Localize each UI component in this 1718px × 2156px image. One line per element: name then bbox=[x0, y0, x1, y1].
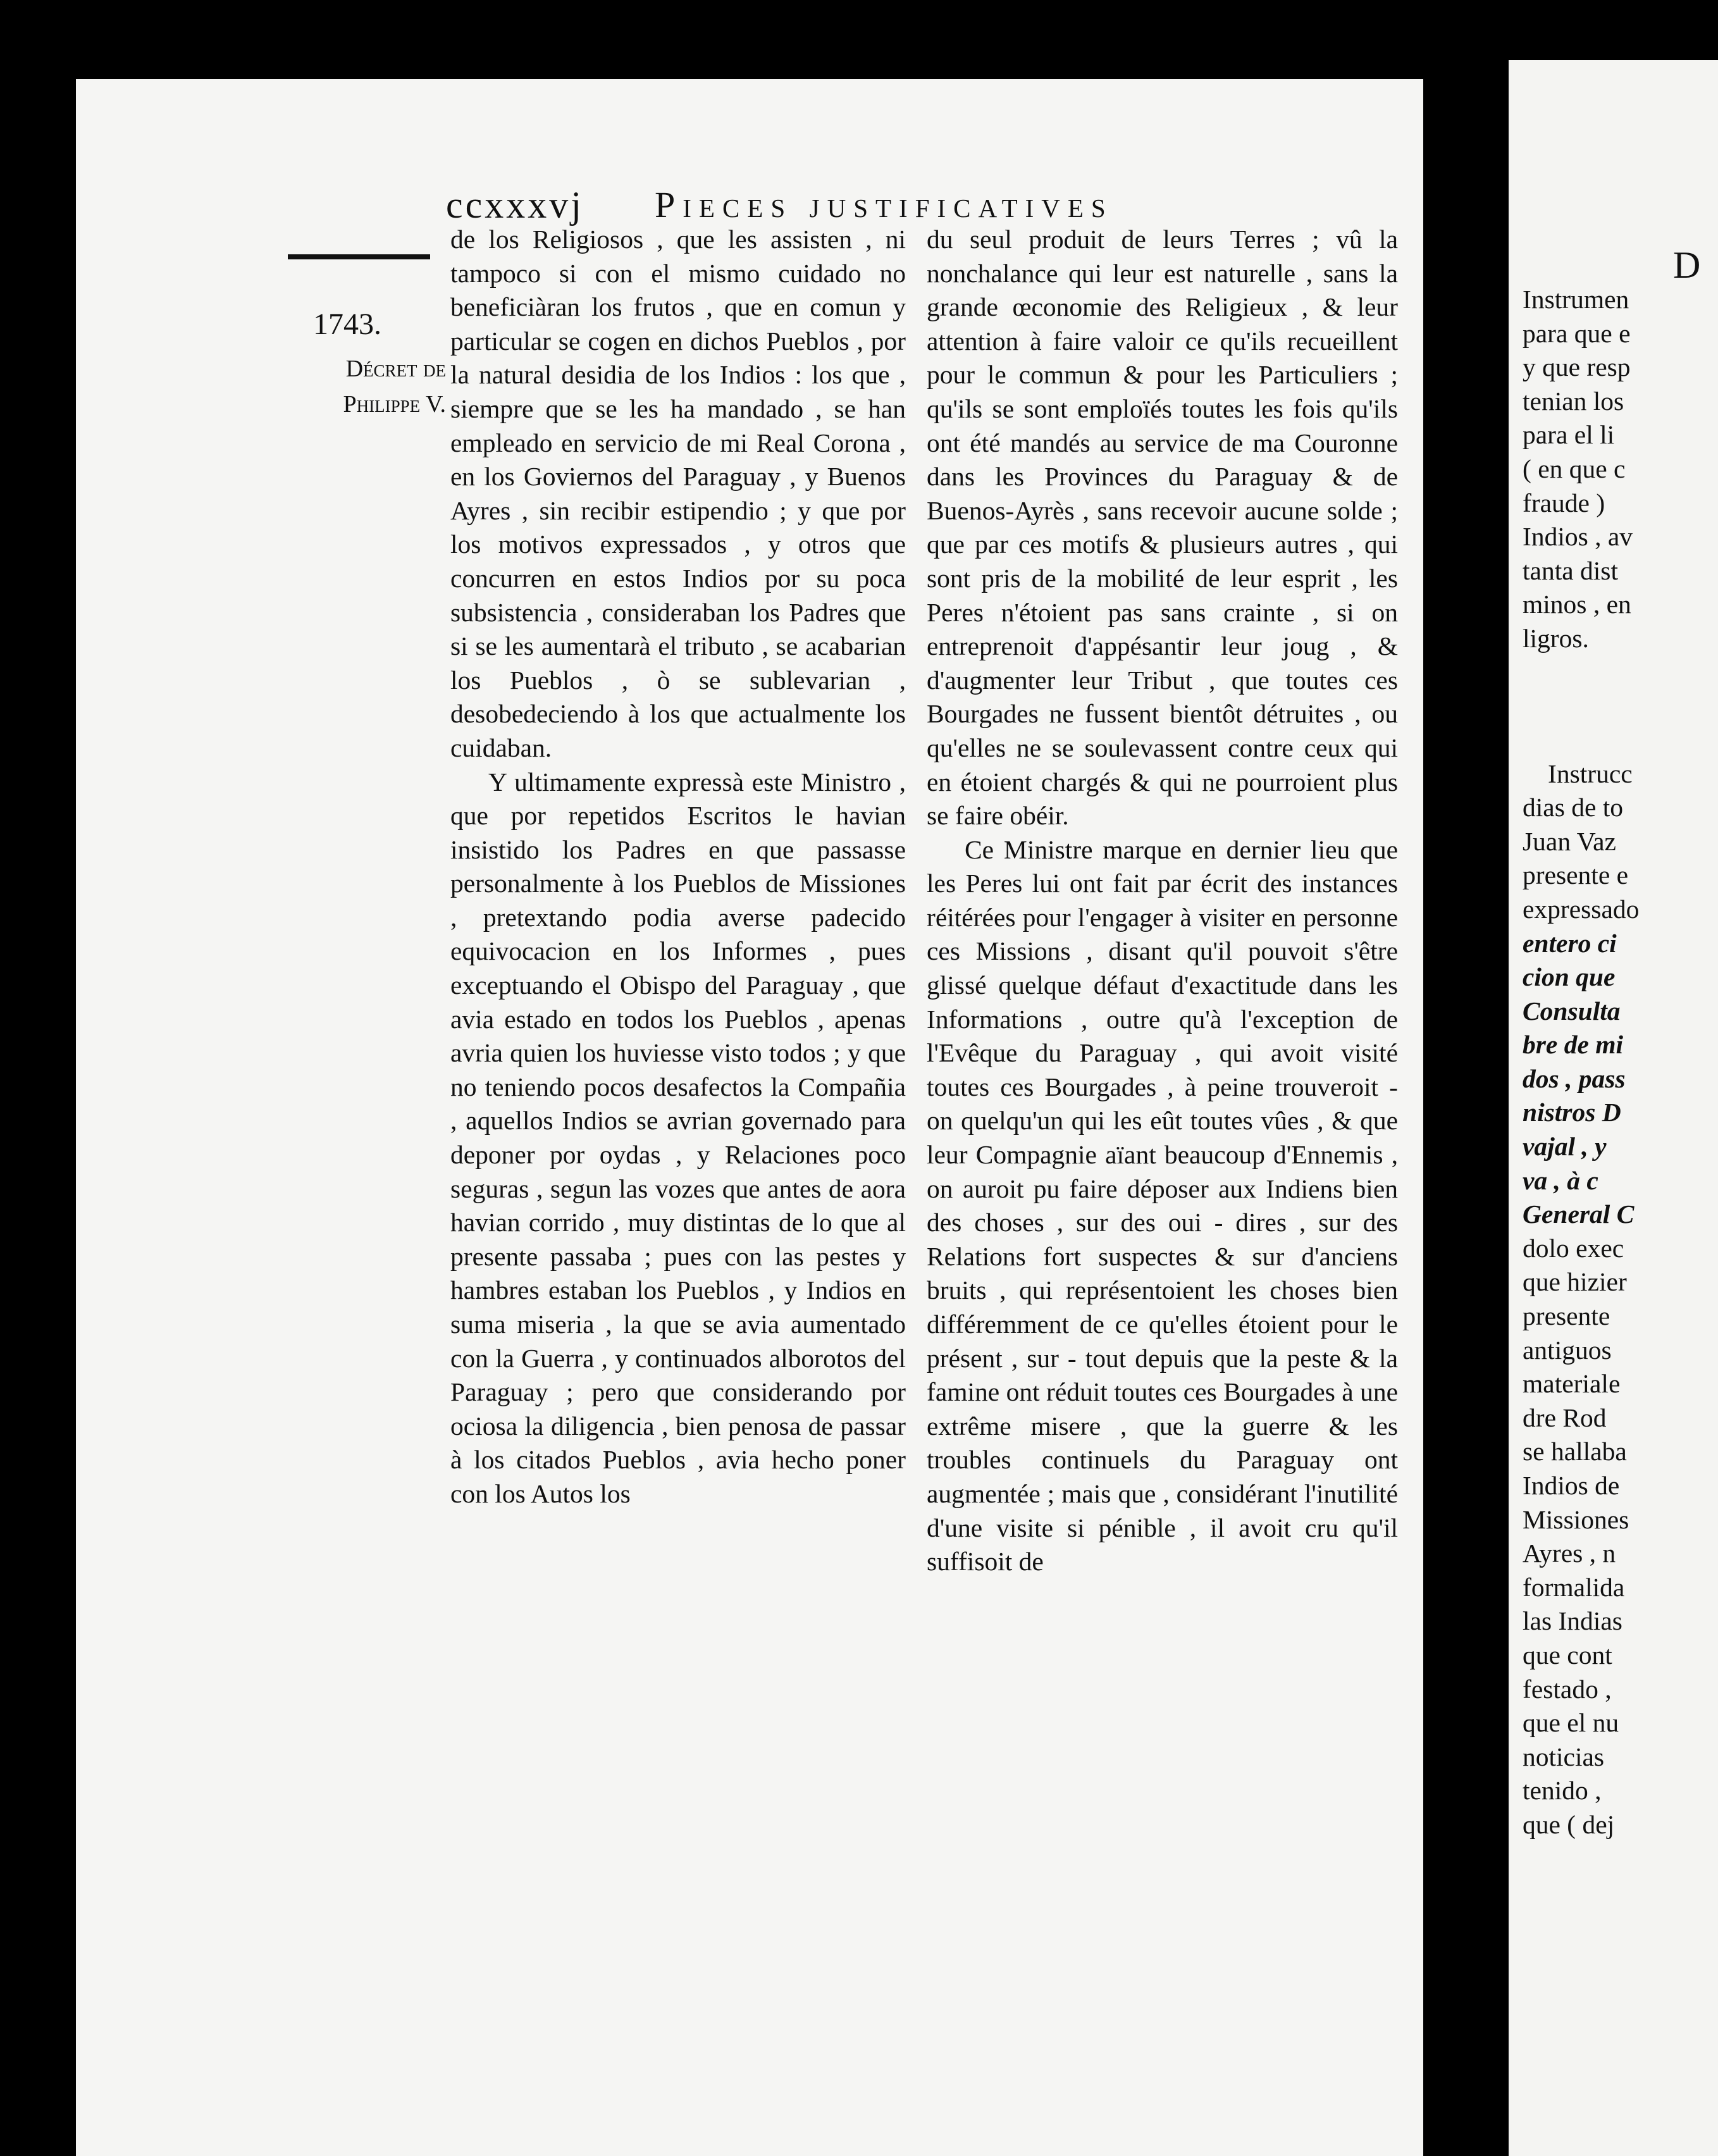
page-folio: ccxxxvj bbox=[446, 184, 584, 226]
facing-line: expressado bbox=[1523, 894, 1640, 924]
facing-line: Instrucc bbox=[1548, 759, 1633, 788]
facing-line: tanta dist bbox=[1523, 555, 1618, 585]
french-column bbox=[927, 223, 1398, 1579]
facing-line: noticias bbox=[1523, 1742, 1605, 1771]
facing-gap bbox=[1523, 656, 1718, 757]
facing-line: entero ci bbox=[1523, 928, 1617, 958]
spanish-paragraph-2: Y ultimamente expressà este Ministro , que por repetidos Escritos le havian insistido los Padres en que passasse personalmente à los Pueblos de Missiones , pretextando podia averse padecido equivocacion en los Informes , pues exceptuando el Obispo del Paraguay , que avia estado en todos los Pueblos , apenas avria quien los huviesse visto todos ; y que no teniendo pocos desafectos la Compañia , aquellos Indios se avrian governado para deponer por oydas , y Relaciones poco seguras , segun las vozes que antes de aora havian corrido , muy distintas de lo que al presente passaba ; pues con las pestes y hambres estaban los Pueblos , y Indios en suma miseria , la que se avia aumentado con la Guerra , y continuados alborotos del Paraguay ; pero que considerando por ociosa la diligencia , bien penosa de passar à los citados Pueblos , avia hecho poner con los Autos los bbox=[450, 767, 906, 1508]
facing-line: va , à c bbox=[1523, 1165, 1598, 1195]
facing-line: antiguos bbox=[1523, 1335, 1612, 1365]
facing-line: nistros D bbox=[1523, 1098, 1621, 1127]
facing-line: dos , pass bbox=[1523, 1063, 1626, 1093]
facing-line: Juan Vaz bbox=[1523, 826, 1616, 856]
french-paragraph-2: Ce Ministre marque en dernier lieu que les Peres lui ont fait par écrit des instances réitérées pour l'engager à visiter en personne ces Missions , disant qu'il pouvoit s'être glissé quelque défaut d'exactitude dans les Informations , outre qu'à l'exception de l'Evêque du Paraguay , qui avoit visité toutes ces Bourgades , à peine trouveroit - on quelqu'un qui les eût toutes vûes , & que leur Compagnie aïant beaucoup d'Ennemis , on auroit pu faire déposer aux Indiens bien des choses , sur des oui - dires , sur des Relations fort suspectes & sur d'anciens bruits , qui représentoient les choses bien différemment de ce qu'elles étoient pour le présent , sur - tout depuis que la peste & la famine ont réduit toutes ces Bourgades à une extrême misere , que la guerre & les troubles continuels du Paraguay ont augmentée ; mais que , considérant l'inutilité d'une visite si pénible , il avoit cru qu'il suffisoit de bbox=[927, 834, 1398, 1577]
facing-line: formalida bbox=[1523, 1572, 1625, 1602]
facing-line: Missiones bbox=[1523, 1504, 1629, 1534]
facing-line: Ayres , n bbox=[1523, 1539, 1616, 1568]
spanish-paragraph-1: de los Religiosos , que les assisten , ni tampoco si con el mismo cuidado no beneficiàran los frutos , que en comun y particular se cogen en dichos Pueblos , por la natural desidia de los Indios : los que , siempre que se les ha mandado , se han empleado en servicio de mi Real Corona , en los Goviernos del Paraguay , y Buenos Ayres , sin recibir estipendio ; y que por los motivos expressados , y otros que concurren en estos Indios por su poca subsistencia , consideraban los Padres que si se les aumentarà el tributo , se acabarian los Pueblos , ò se sublevarian , desobedeciendo à los que actualmente los cuidaban. bbox=[450, 225, 906, 762]
french-paragraph-1: du seul produit de leurs Terres ; vû la nonchalance qui leur est naturelle , sans la grande œconomie des Religieux , & leur attention à faire valoir ce qu'ils recueillent pour le commun & pour les Particuliers ; qu'ils se sont emploïés toutes les fois qu'ils ont été mandés au service de ma Couronne dans les Provinces du Paraguay & de Buenos-Ayrès , sans recevoir aucune solde ; que par ces motifs & plusieurs autres , qui sont pris de la mobilité de leur esprit , les Peres n'étoient pas sans crainte , si on entreprenoit d'appésantir leur joug , & d'augmenter leur Tribut , que toutes ces Bourgades ne fussent bientôt détruites , ou qu'elles ne se soulevassent contre ceux qui en étoient chargés & qui ne pourroient plus se faire obéir. bbox=[927, 225, 1398, 831]
facing-line: fraude ) bbox=[1523, 488, 1605, 517]
facing-line: ( en que c bbox=[1523, 454, 1626, 483]
facing-line: cion que bbox=[1523, 962, 1616, 992]
facing-line: que el nu bbox=[1523, 1708, 1619, 1738]
facing-line: dias de to bbox=[1523, 793, 1624, 822]
facing-line: Instrumen bbox=[1523, 285, 1629, 314]
facing-line: dolo exec bbox=[1523, 1233, 1624, 1263]
facing-line: presente bbox=[1523, 1301, 1610, 1331]
facing-line: dre Rod bbox=[1523, 1403, 1607, 1432]
facing-line: bre de mi bbox=[1523, 1030, 1624, 1060]
facing-line: para el li bbox=[1523, 420, 1615, 450]
margin-rule bbox=[288, 254, 430, 259]
facing-line: Indios , av bbox=[1523, 522, 1633, 552]
facing-line: ligros. bbox=[1523, 623, 1589, 653]
facing-line: vajal , y bbox=[1523, 1132, 1607, 1162]
facing-line: tenido , bbox=[1523, 1776, 1602, 1806]
facing-line: minos , en bbox=[1523, 590, 1631, 619]
facing-line: festado , bbox=[1523, 1674, 1612, 1704]
spanish-column bbox=[450, 223, 906, 1511]
running-title: Pieces justificatives bbox=[655, 184, 1113, 225]
margin-year: 1743. bbox=[313, 307, 381, 341]
facing-line: tenian los bbox=[1523, 386, 1624, 416]
facing-line: para que e bbox=[1523, 318, 1631, 348]
facing-line: General C bbox=[1523, 1199, 1635, 1229]
facing-line: las Indias bbox=[1523, 1606, 1622, 1636]
facing-line: que cont bbox=[1523, 1640, 1612, 1670]
facing-page-text bbox=[1523, 283, 1718, 1842]
facing-line: que ( dej bbox=[1523, 1809, 1615, 1839]
facing-page bbox=[1509, 60, 1718, 2156]
facing-line: presente e bbox=[1523, 860, 1629, 890]
facing-line: materiale bbox=[1523, 1369, 1621, 1399]
facing-line: Consulta bbox=[1523, 996, 1621, 1025]
facing-line: que hizier bbox=[1523, 1267, 1627, 1297]
facing-page-head: D bbox=[1673, 244, 1701, 286]
margin-note: Décret de Philippe V. bbox=[343, 356, 446, 418]
facing-line: Indios de bbox=[1523, 1471, 1620, 1500]
facing-line: se hallaba bbox=[1523, 1437, 1627, 1466]
facing-line: y que resp bbox=[1523, 352, 1631, 382]
